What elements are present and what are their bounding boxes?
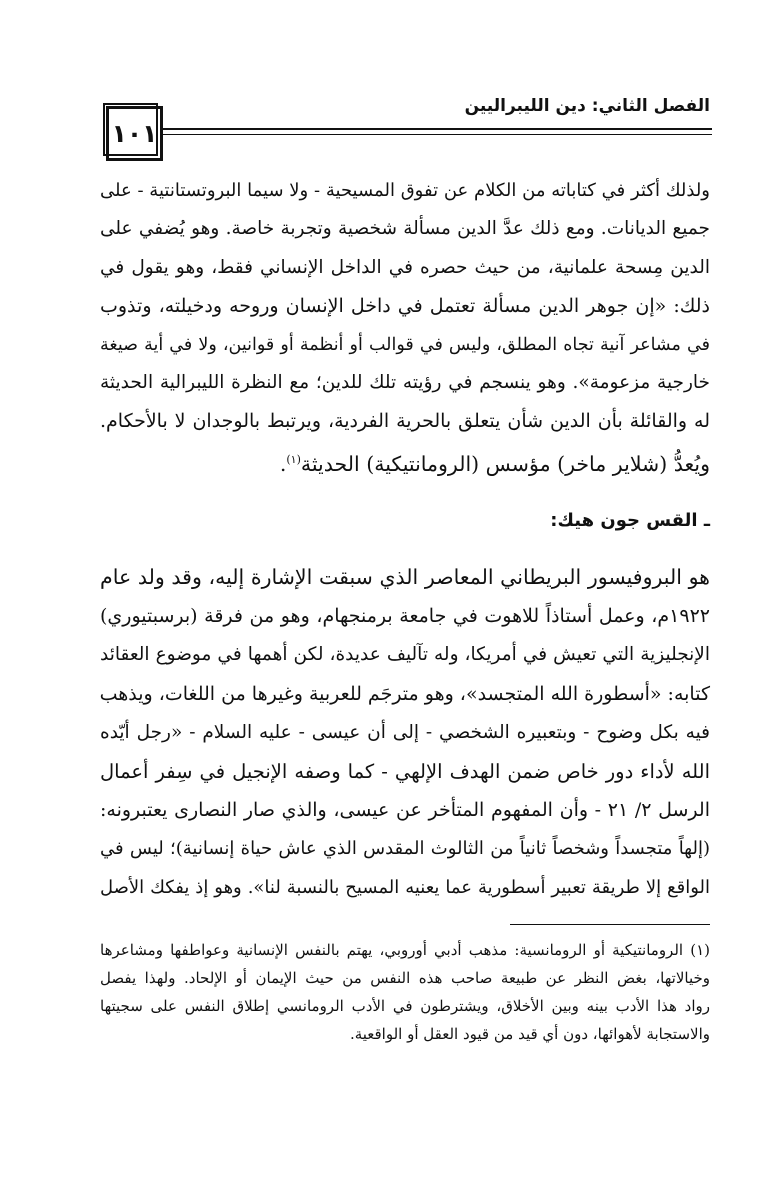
text-line: في مشاعر آنية تجاه المطلق، وليس في قوالب أو أنظمة أو قوانين، ولا في أية صيغة (100, 334, 710, 355)
text-line: الواقع إلا طريقة تعبير أسطورية عما يعنيه المسيح بالنسبة لنا». وهو إذ يفكك الأصل (100, 877, 710, 899)
paragraph-2 (100, 558, 710, 908)
footnote-line: وخيالاتها، بغض النظر عن طبيعة صاحب هذه النفس من حيث الإيمان أو الإلحاد. ولهذا يفصل (100, 969, 710, 987)
footnote-marker: (١) (286, 452, 301, 466)
header-rule (160, 128, 712, 130)
text-line: (إلهاً متجسداً وشخصاً ثانياً من الثالوث المقدس الذي عاش حياة إنسانية)؛ ليس في (100, 838, 710, 860)
page-number: ١٠١ (106, 106, 163, 161)
text-line: له والقائلة بأن الدين شأن يتعلق بالحرية الفردية، ويرتبط بالوجدان لا بالأحكام. (100, 410, 710, 433)
text-line: خارجية مزعومة». وهو ينسجم في رؤيته تلك للدين؛ مع النظرة الليبرالية الحديثة (100, 372, 710, 394)
text-line: جميع الديانات. ومع ذلك عدَّ الدين مسألة شخصية وتجربة خاصة. وهو يُضفي على (100, 218, 710, 240)
text-line: الرسل ٢/ ٢١ - وأن المفهوم المتأخر عن عيسى، والذي صار النصارى يعتبرونه: (100, 799, 710, 822)
text-line: ولذلك أكثر في كتاباته من الكلام عن تفوق المسيحية - ولا سيما البروتستانتية - على (100, 180, 710, 201)
paragraph-1 (100, 172, 710, 483)
footnote-line: رواد هذا الأدب بينه وبين الأخلاق، ويشترطون في الأدب الرومانسي إطلاق النفس على سجيتها (100, 997, 710, 1015)
text-line (100, 441, 710, 483)
text-line: الدين مِسحة علمانية، من حيث حصره في الداخل الإنساني فقط، وهو يقول في (100, 256, 710, 278)
footnote-divider (510, 924, 710, 925)
footnotes (100, 936, 710, 1048)
running-head: الفصل الثاني: دين الليبراليين (464, 96, 710, 116)
section-heading: ـ القس جون هيك: (550, 510, 710, 531)
footnote-line: والاستجابة لأهوائها، دون أي قيد من قيود العقل أو الواقعية. (349, 1025, 710, 1043)
header-rule-thin (160, 134, 712, 135)
footnote-line: (١) الرومانتيكية أو الرومانسية: مذهب أدبي أوروبي، يهتم بالنفس الإنسانية وعواطفها ومشاعرها (100, 941, 710, 959)
text-line: ذلك: «إن جوهر الدين مسألة تعتمل في داخل الإنسان وروحه ودخيلته، وتذوب (100, 295, 710, 318)
text-line: هو البروفيسور البريطاني المعاصر الذي سبقت الإشارة إليه، وقد ولد عام (100, 565, 710, 589)
text-line: الله لأداء دور خاص ضمن الهدف الإلهي - كما وصفه الإنجيل في سِفر أعمال (100, 759, 710, 783)
text-line: الإنجليزية التي تعيش في أمريكا، وله تآليف عديدة، لكن أهمها في موضوع العقائد (100, 643, 710, 665)
text-line: كتابه: «أسطورة الله المتجسد»، وهو مترجَم للعربية وغيرها من اللغات، ويذهب (99, 682, 710, 705)
text-line: ١٩٢٢م، وعمل أستاذاً للاهوت في جامعة برمنجهام، وهو من فرقة (برسبتيوري) (100, 604, 710, 627)
text-fragment: . (279, 451, 287, 476)
text-fragment: ويُعدُّ (شلاير ماخر) مؤسس (الرومانتيكية) الحديثة (300, 451, 710, 476)
text-line: فيه بكل وضوح - وبتعبيره الشخصي - إلى أن عيسى - عليه السلام - «رجل أيّده (100, 721, 710, 743)
